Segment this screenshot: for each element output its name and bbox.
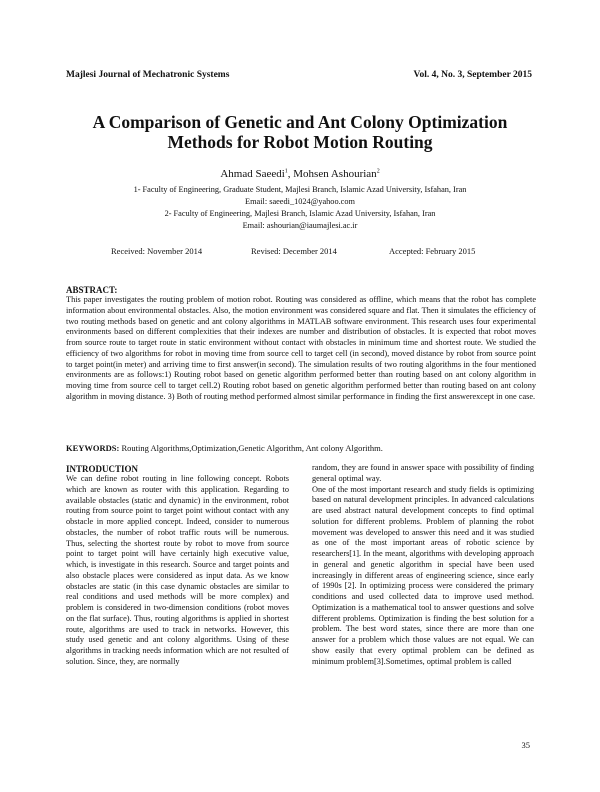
author-1: Ahmad Saeedi (220, 168, 285, 180)
author-2-affiliation-mark: 2 (376, 168, 380, 175)
paper-title (40, 112, 560, 152)
author-separator: , (287, 168, 294, 180)
abstract-heading: ABSTRACT: (66, 285, 118, 295)
introduction-right-paragraph-2: One of the most important research and study fields is optimizing based on natural development principles. In advanced calculations are used abstract natural development concepts to find optimal solution for different problems. Problem of planning the robot movement was developed to answer this need and it was studied as one of the most important areas of robotic science by researchers[1]. In the meant, algorithms with developing approach in general and genetic algorithm in special have been used increasingly in different areas of engineering science, since early of 1990s [2]. In optimizing process were considered the primary conditions and used collected data to improve used method. Optimization is a mathematical tool to answer questions and solve different problems. Optimization is finding the best solution for a problem. The best word states, since there are more than one answer for a problem which those values are not equal. We can show easily that every optimal problem can be defined as minimum problem[3].Sometimes, optimal problem is called (312, 484, 534, 666)
introduction-left-column: We can define robot routing in line following concept. Robots which are known as router with this application. Regarding to available obstacles (static and dynamic) in the environment, robot routing from source point to target point without contact with any obstacle in more applied concept. Indeed, consider to numerous obstacles, the number of robot traffic routs will be numerous. Thus, selecting the shortest route by robot to move from source point to target point will have certainly high executive value, which, is investigate in this research. Source and target points and also obstacle places were considered as input data. As we know obstacles are static (in this case dynamic obstacles are similar to real conditions and used methods will be more complex) and problem is considered in two-dimension conditions (robot moves on the flat surface). Thus, routing algorithms is applied in shortest route, algorithms are used to track in networks. However, this study used genetic and ant colony algorithms. Using of these algorithms in tracking needs information which are not resulted of solution. Since, they, are normally (66, 474, 289, 666)
author-2: Mohsen Ashourian (293, 168, 377, 180)
author-list (0, 168, 600, 180)
introduction-right-paragraph-1: random, they are found in answer space with possibility of finding general optimal way. (312, 463, 534, 483)
author-1-affiliation-mark: 1 (284, 168, 288, 175)
page-number: 35 (521, 740, 530, 750)
email-1: Email: saeedi_1024@yahoo.com (245, 197, 355, 206)
volume-info: Vol. 4, No. 3, September 2015 (413, 70, 532, 80)
keywords (66, 443, 536, 453)
email-2: Email: ashourian@iaumajlesi.ac.ir (242, 221, 358, 230)
title-line-1: A Comparison of Genetic and Ant Colony Optimization (92, 112, 508, 132)
affiliation-1: 1- Faculty of Engineering, Graduate Student, Majlesi Branch, Islamic Azad University, Isfahan, Iran (133, 185, 467, 194)
journal-name: Majlesi Journal of Mechatronic Systems (66, 70, 230, 80)
received-date: Received: November 2014 (111, 246, 203, 256)
title-line-2: Methods for Robot Motion Routing (167, 132, 433, 152)
accepted-date: Accepted: February 2015 (389, 246, 476, 256)
revised-date: Revised: December 2014 (251, 246, 337, 256)
introduction-right-column (312, 463, 534, 667)
keywords-label: KEYWORDS: (66, 443, 120, 453)
keywords-text: Routing Algorithms,Optimization,Genetic Algorithm, Ant colony Algorithm. (119, 443, 383, 453)
abstract-body: This paper investigates the routing problem of motion robot. Routing was considered as offline, which means that the robot has complete information about environmental obstacles. Also, the motion environment was considered square and flat. Then it simulates the efficiency of two routing methods based on genetic and ant colony algorithms in MATLAB software environment. This research uses four experimental environments based on different complexities that their indexes are number and distribution of obstacles. It is expected that robot moves from source route to target route in static environment without contact with obstacles in minimum time and shortest route. We studied the efficiency of two algorithms for robot in moving time from source cell to target cell (in second), moved distance by robot from source point to target point(in meter) and arriving time to first answer(in second). The simulation results of two routing algorithms in the four mentioned environments are as follows:1) Routing robot based on genetic algorithm performed better than routing based on ant colony algorithm in moving time from source cell to target cell.2) Routing robot based on genetic algorithm performed better than routing based on ant colony algorithm in moving distance. 3) Both of routing method performed almost similar performance in finding the first answerexcept in one case. (66, 295, 536, 401)
introduction-heading: INTRODUCTION (66, 464, 139, 474)
affiliation-2: 2- Faculty of Engineering, Majlesi Branch, Islamic Azad University, Isfahan, Iran (164, 209, 436, 218)
